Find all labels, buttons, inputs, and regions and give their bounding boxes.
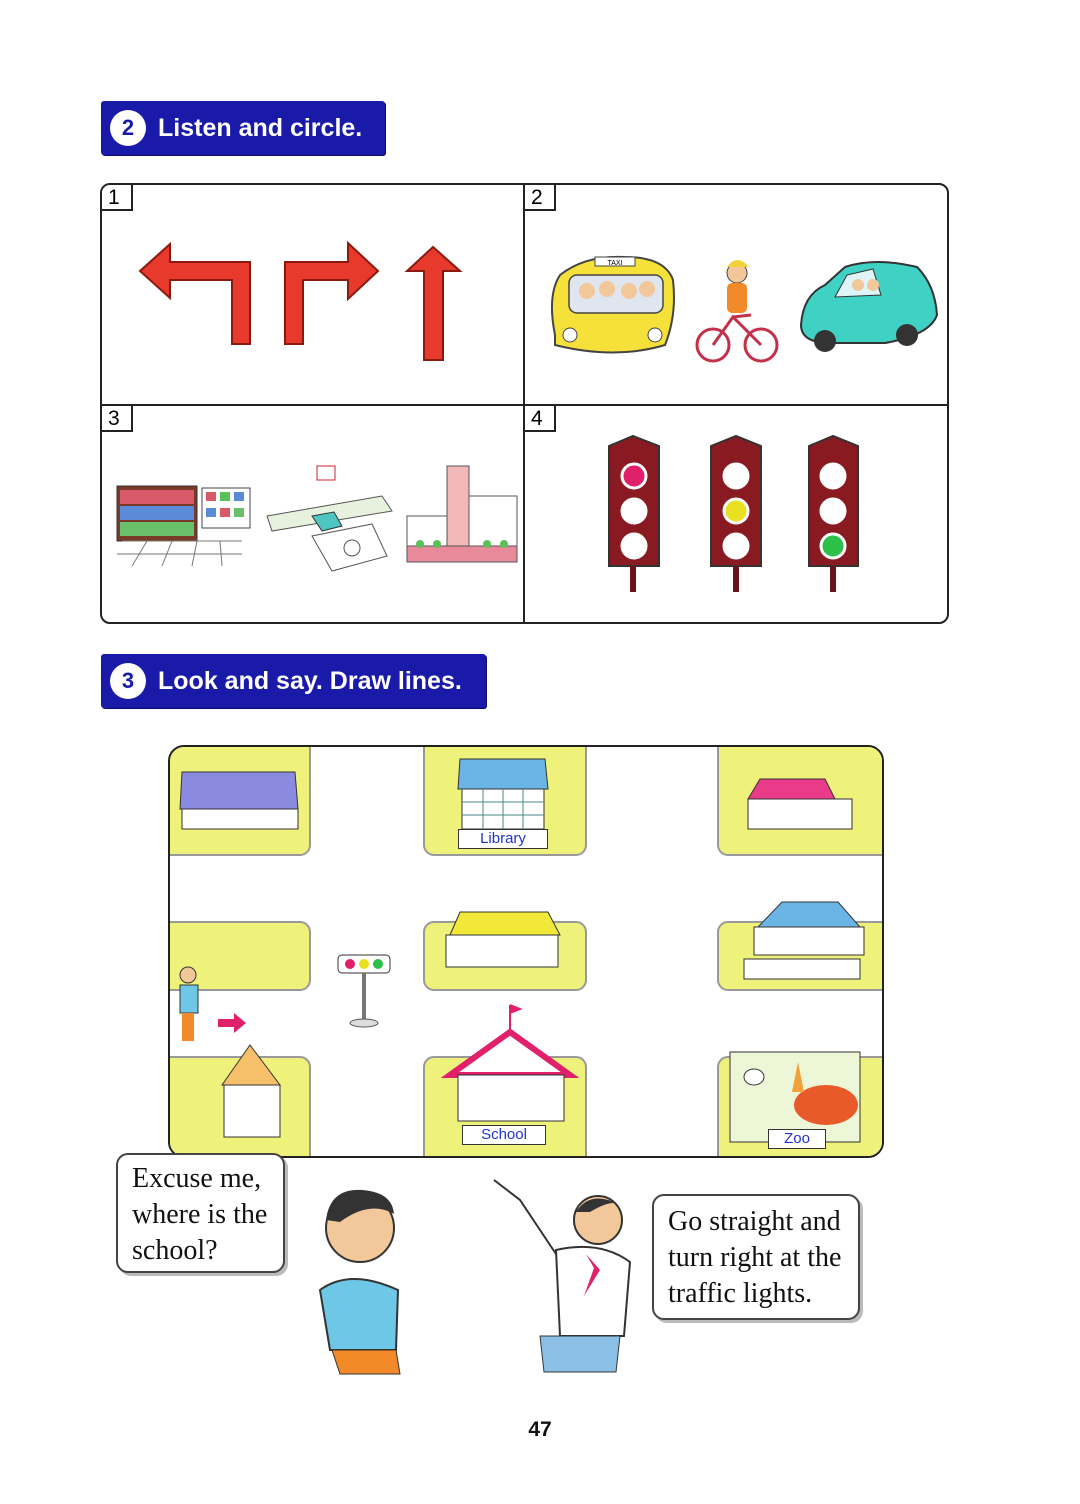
cell-number: 3 bbox=[102, 406, 133, 432]
zoo-label: Zoo bbox=[768, 1129, 826, 1149]
cell-number: 4 bbox=[525, 406, 556, 432]
section-title: Listen and circle. bbox=[158, 113, 363, 142]
bubble-line: traffic lights. bbox=[668, 1278, 813, 1309]
bubble-line: turn right at the bbox=[668, 1242, 842, 1273]
cell-number: 2 bbox=[525, 185, 556, 211]
bubble-line: Go straight and bbox=[668, 1206, 841, 1237]
library-label: Library bbox=[458, 829, 548, 849]
cell-number: 1 bbox=[102, 185, 133, 211]
teacher-character-icon bbox=[494, 1180, 630, 1372]
section-number-badge: 2 bbox=[110, 110, 146, 146]
bubble-line: where is the bbox=[132, 1199, 268, 1230]
answer-speech-bubble bbox=[652, 1194, 860, 1320]
bubble-line: school? bbox=[132, 1235, 218, 1266]
boy-character-icon bbox=[320, 1190, 400, 1374]
page-number: 47 bbox=[528, 1418, 552, 1441]
bubble-line: Excuse me, bbox=[132, 1163, 262, 1194]
question-speech-bubble bbox=[116, 1153, 285, 1273]
section-title: Look and say. Draw lines. bbox=[158, 666, 462, 695]
school-label: School bbox=[462, 1125, 546, 1145]
taxi-sign-text: TAXI bbox=[607, 260, 623, 267]
section-number-badge: 3 bbox=[110, 663, 146, 699]
